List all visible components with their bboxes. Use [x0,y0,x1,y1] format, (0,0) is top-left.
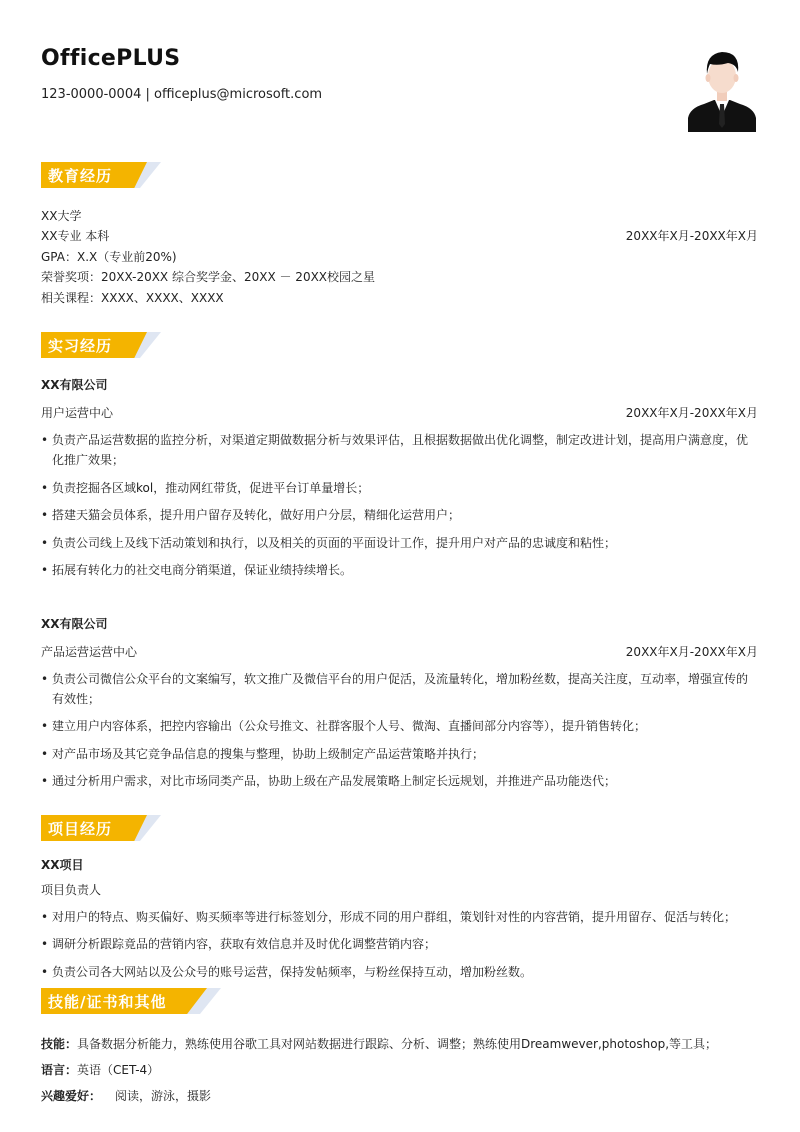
education-date: 20XX年X月-20XX年X月 [625,229,758,243]
list-item: • 通过分析用户需求，对比市场同类产品，协助上级在产品发展策略上制定长远规划，并推进产品功能迭代； [41,774,617,788]
hobby-line [41,1087,211,1104]
section-header-skills [41,988,221,1014]
list-item: • 负责公司线上及线下活动策划和执行，以及相关的页面的平面设计工作，提升用户对产品的忠诚度和粘性； [41,536,617,550]
major: XX专业 本科 [41,229,110,243]
contact-info: 123-0000-0004 | officeplus@microsoft.com [41,87,323,102]
section-header-project [41,815,161,841]
section-title: 教育经历 [48,167,113,185]
list-item: • 负责公司各大网站以及公众号的账号运营，保持发帖频率，与粉丝保持互动，增加粉丝数。 [41,965,533,979]
person-avatar-icon [688,44,756,132]
list-item: • 拓展有转化力的社交电商分销渠道，保证业绩持续增长。 [41,563,353,577]
language-value: 英语（CET-4） [77,1063,160,1077]
list-item: • 对用户的特点、购买偏好、购买频率等进行标签划分，形成不同的用户群组，策划针对性的内容营销，提升用留存、促活与转化； [41,910,737,924]
department: 用户运营中心 [41,406,114,420]
list-item: • 负责产品运营数据的监控分析，对渠道定期做数据分析与效果评估，且根据数据做出优化调整，制定改进计划，提高用户满意度，优化推广效果； [41,433,749,467]
list-item: • 负责挖掘各区域kol，推动网红带货，促进平台订单量增长； [41,481,370,495]
language-key: 语言： [41,1063,78,1077]
section-title: 项目经历 [48,820,113,838]
section-header-education [41,162,161,188]
honors: 荣誉奖项：20XX-20XX 综合奖学金、20XX － 20XX校园之星 [41,270,376,284]
hobby-value: 阅读，游泳，摄影 [115,1089,212,1103]
courses: 相关课程：XXXX、XXXX、XXXX [41,291,224,305]
project-name: XX项目 [41,858,84,872]
section-title: 技能/证书和其他 [48,993,167,1011]
hobby-key: 兴趣爱好： [41,1089,102,1103]
internship-date: 20XX年X月-20XX年X月 [625,645,758,659]
list-item: • 负责公司微信公众平台的文案编写，软文推广及微信平台的用户促活，及流量转化，增加粉丝数，提高关注度，互动率，增强宣传的有效性； [41,672,749,706]
section-header-internship [41,332,161,358]
project-role: 项目负责人 [41,883,102,897]
candidate-name: OfficePLUS [41,46,181,71]
language-line [41,1061,159,1078]
company-name: XX有限公司 [41,378,108,392]
skills-key: 技能： [41,1037,78,1051]
gpa: GPA：X.X（专业前20%) [41,250,177,264]
section-title: 实习经历 [48,337,113,355]
department: 产品运营运营中心 [41,645,138,659]
list-item: • 对产品市场及其它竞争品信息的搜集与整理，协助上级制定产品运营策略并执行； [41,747,485,761]
school-name: XX大学 [41,209,82,223]
list-item: • 搭建天猫会员体系，提升用户留存及转化，做好用户分层，精细化运营用户； [41,508,461,522]
skills-value: 具备数据分析能力，熟练使用谷歌工具对网站数据进行跟踪、分析、调整；熟练使用Dreamwever,photoshop,等工具； [77,1037,718,1051]
company-name: XX有限公司 [41,617,108,631]
internship-date: 20XX年X月-20XX年X月 [625,406,758,420]
list-item: • 建立用户内容体系，把控内容输出（公众号推文、社群客服个人号、微淘、直播间部分内容等），提升销售转化； [41,719,647,733]
list-item: • 调研分析跟踪竟品的营销内容，获取有效信息并及时优化调整营销内容； [41,937,437,951]
skills-line [41,1035,717,1052]
